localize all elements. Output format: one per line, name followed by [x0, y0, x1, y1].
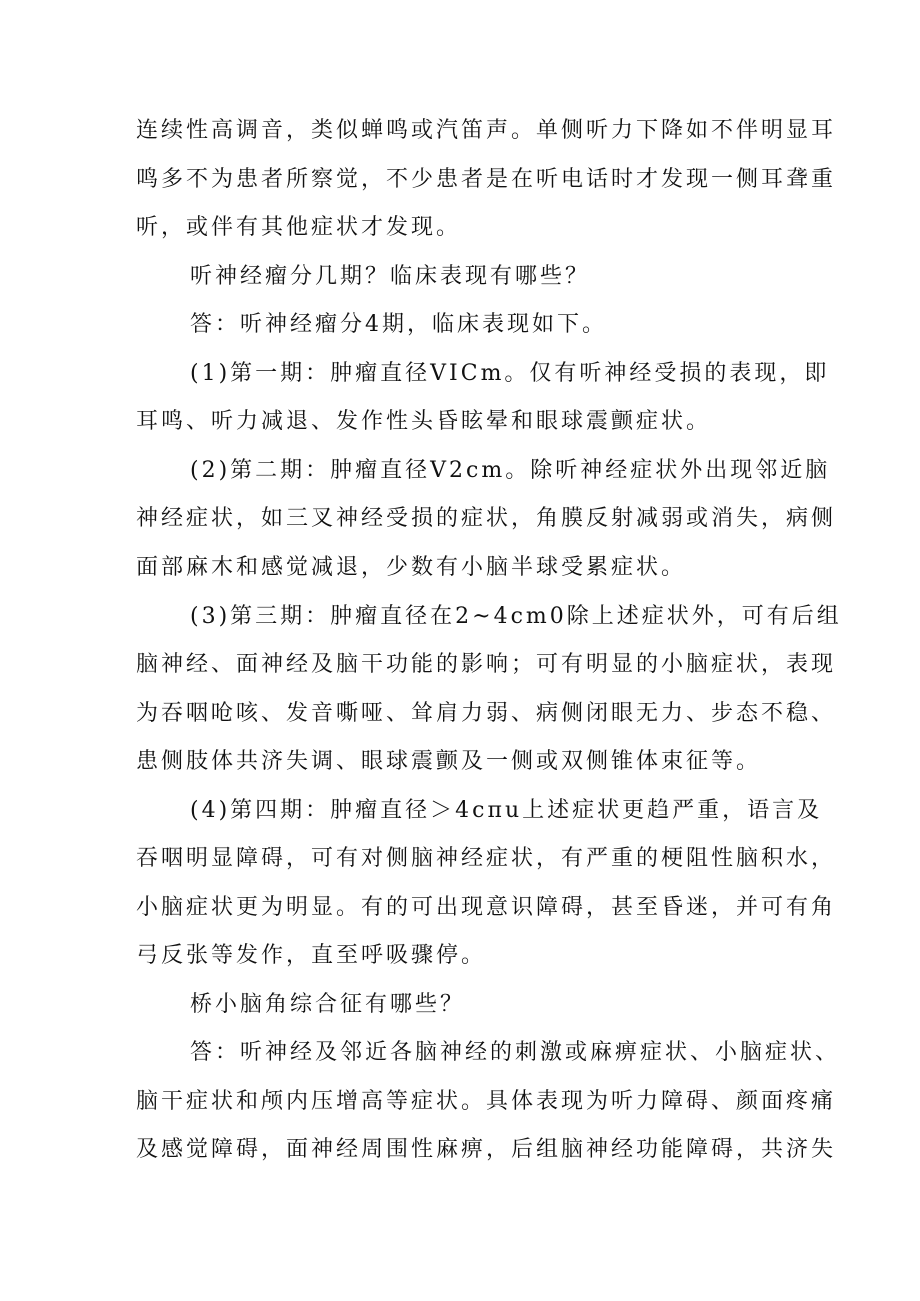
stage-3-line-1: (3)第三期：肿瘤直径在2~4cm0除上述症状外，可有后组 [190, 604, 842, 629]
answer-2-line-2: 脑干症状和颅内压增高等症状。具体表现为听力障碍、颜面疼痛 [136, 1089, 837, 1114]
text-line-3: 听，或伴有其他症状才发现。 [136, 215, 462, 240]
text-line-2: 鸣多不为患者所察觉，不少患者是在听电话时才发现一侧耳聋重 [136, 167, 837, 192]
text-line-1: 连续性高调音，类似蝉鸣或汽笛声。单侧听力下降如不伴明显耳 [136, 118, 837, 143]
stage-3-line-4: 患侧肢体共济失调、眼球震颤及一侧或双侧锥体束征等。 [136, 749, 762, 774]
stage-1-line-2: 耳鸣、听力减退、发作性头昏眩晕和眼球震颤症状。 [136, 409, 712, 434]
stage-4-line-1: (4)第四期：肿瘤直径＞4cπu上述症状更趋严重，语言及 [190, 798, 823, 823]
stage-4-line-2: 吞咽明显障碍，可有对侧脑神经症状，有严重的梗阻性脑积水， [136, 846, 837, 871]
stage-4-line-3: 小脑症状更为明显。有的可出现意识障碍，甚至昏迷，并可有角 [136, 895, 837, 920]
answer-2-line-3: 及感觉障碍，面神经周围性麻痹，后组脑神经功能障碍，共济失 [136, 1137, 837, 1162]
answer-line-1: 答：听神经瘤分4期，临床表现如下。 [190, 312, 607, 337]
answer-2-line-1: 答：听神经及邻近各脑神经的刺激或麻痹症状、小脑症状、 [190, 1040, 841, 1065]
stage-4-line-4: 弓反张等发作，直至呼吸骤停。 [136, 943, 487, 968]
stage-1-line-1: (1)第一期：肿瘤直径VICm。仅有听神经受损的表现，即 [190, 361, 830, 386]
question-heading-2: 桥小脑角综合征有哪些？ [190, 992, 466, 1017]
stage-3-line-3: 为吞咽呛咳、发音嘶哑、耸肩力弱、病侧闭眼无力、步态不稳、 [136, 701, 837, 726]
stage-2-line-1: (2)第二期：肿瘤直径V2cm。除听神经症状外出现邻近脑 [190, 458, 831, 483]
stage-3-line-2: 脑神经、面神经及脑干功能的影响；可有明显的小脑症状，表现 [136, 652, 837, 677]
question-heading-1: 听神经瘤分几期？临床表现有哪些？ [190, 264, 591, 289]
stage-2-line-3: 面部麻木和感觉减退，少数有小脑半球受累症状。 [136, 555, 687, 580]
stage-2-line-2: 神经症状，如三叉神经受损的症状，角膜反射减弱或消失，病侧 [136, 506, 837, 531]
